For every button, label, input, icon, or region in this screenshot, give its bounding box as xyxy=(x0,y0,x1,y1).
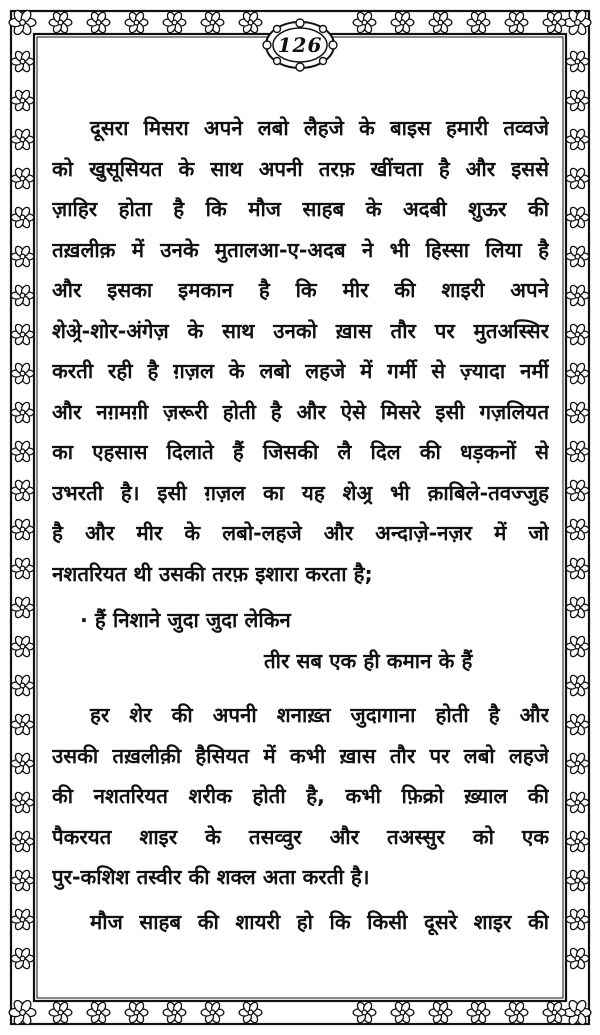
text-line: मौज साहब की शायरी हो कि किसी दूसरे शाइर की xyxy=(90,909,549,934)
verse-line-2: तीर सब एक ही कमान के हैं xyxy=(264,648,473,673)
page-number: 126 xyxy=(277,33,323,57)
paragraph-3 xyxy=(52,902,549,943)
text-line: उभरती है। इसी ग़ज़ल का यह शेअ्र भी क़ाबिले-तवज्जुह xyxy=(52,480,549,505)
text-line: का एहसास दिलाते हैं जिसकी लै दिल की धड़कनों से xyxy=(52,440,549,464)
text-line: पैकरयत शाइर के तसव्वुर और तअस्सुर को एक xyxy=(52,824,549,849)
text-line: है और मीर के लबो-लहजे और अन्दाज़े-नज़र में जो xyxy=(52,521,549,545)
text-line: ज़ाहिर होता है कि मौज साहब के अदबी शुऊर की xyxy=(52,197,549,221)
page-number-badge xyxy=(262,18,338,72)
text-line: तख़लीक़ में उनके मुतालआ-ए-अदब ने भी हिस्सा लिया है xyxy=(52,237,549,262)
text-line: को खुसूसियत के साथ अपनी तरफ़ खींचता है और इससे xyxy=(52,156,549,181)
text-line: दूसरा मिसरा अपने लबो लैहजे के बाइस हमारी तव्वजे xyxy=(90,116,549,140)
text-line: और नग़मग़ी ज़रूरी होती है और ऐसे मिसरे इसी गज़लियत xyxy=(52,399,549,424)
paragraph-1 xyxy=(52,108,549,594)
text-line: और इसका इमकान है कि मीर की शाइरी अपने xyxy=(52,278,549,302)
body-text xyxy=(52,108,549,942)
text-line: उसकी तख़लीक़ी हैसियत में कभी ख़ास तौर पर लबो लहजे xyxy=(52,743,549,768)
verse-couplet xyxy=(52,600,549,681)
paragraph-2 xyxy=(52,695,549,898)
text-line: पुर-कशिश तस्वीर की शक्ल अता करती है। xyxy=(52,865,370,889)
text-line: करती रही है ग़ज़ल के लबो लहजे में गर्मी से ज़्यादा नर्मी xyxy=(52,359,549,383)
text-line: शेअ्रे-शोर-अंगेज़ के साथ उनको ख़ास तौर पर मुतअस्सिर xyxy=(52,318,549,343)
text-line: हर शेर की अपनी शनाख़्त जुदागाना होती है और xyxy=(90,703,549,727)
text-line: नशतरियत थी उसकी तरफ़ इशारा करता है; xyxy=(52,561,373,586)
text-line: की नशतरियत शरीक होती है, कभी फ़िक्रो ख़्याल की xyxy=(52,784,549,808)
verse-line-1: · हैं निशाने जुदा जुदा लेकिन xyxy=(80,608,291,632)
